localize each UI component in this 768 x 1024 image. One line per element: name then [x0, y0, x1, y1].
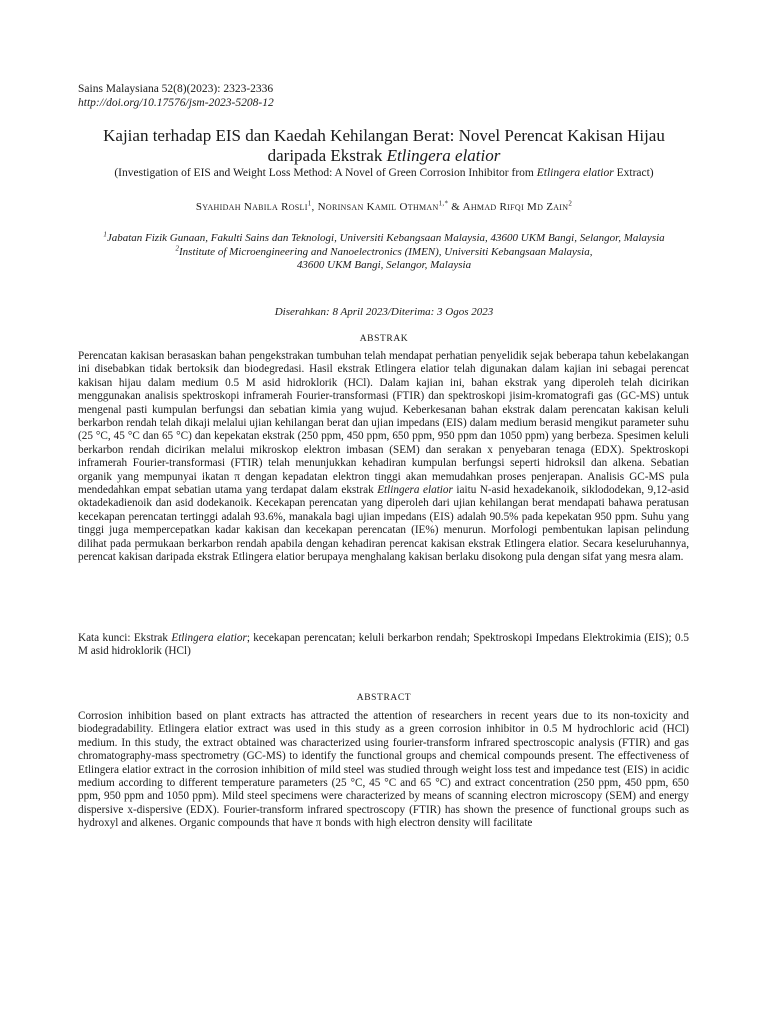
author-2: Norinsan Kamil Othman — [317, 201, 439, 213]
abstrak-heading: ABSTRAK — [359, 334, 409, 344]
author-separator: , — [311, 201, 318, 213]
affiliation-2 — [70, 243, 698, 260]
keywords-paragraph — [78, 632, 689, 659]
title-line-2-prefix: daripada Ekstrak — [267, 146, 387, 165]
abstrak-text-part-2: iaitu N-asid hexadekanoik, siklododekan, 9,12-asid oktadekadienoik dan asid dodekanoik. Kecekapan perencatan yang diperoleh dari ujian kehilangan berat mendapati bahawa peratusan kecekapan perencatan tertinggi adalah 93.6%, manakala bagi ujian impedans (EIS) adalah 90.5% pada kepekatan 950 ppm. Suhu yang tinggi juga mempercepatkan kadar kakisan dan kecekapan perencatan (IE%) menurun. Morfologi pembentukan lapisan pelindung dilihat pada permukaan berkarbon rendah apabila dengan kehadiran perencat kakisan ekstrak Etlingera elatior. Secara keseluruhannya, perencat kakisan daripada ekstrak Etlingera elatior berupaya menghalang kakisan berlaku disokong pula dengan sifat yang mesra alam. — [78, 484, 689, 564]
title-species-name: Etlingera elatior — [386, 146, 501, 165]
author-3-affil: 2 — [568, 199, 573, 208]
keywords-species-name: Etlingera elatior — [171, 632, 247, 644]
author-list — [70, 200, 698, 214]
abstract-heading: ABSTRACT — [356, 693, 412, 703]
title-line-1: Kajian terhadap EIS dan Kaedah Kehilangan Berat: Novel Perencat Kakisan Hijau — [103, 126, 665, 145]
keywords-prefix: Kata kunci: Ekstrak — [78, 632, 172, 644]
affiliation-2-line-2: 43600 UKM Bangi, Selangor, Malaysia — [296, 259, 472, 271]
author-1-affil: 1 — [307, 199, 312, 208]
abstrak-paragraph — [78, 350, 689, 565]
paper-title — [70, 126, 698, 166]
author-3: Ahmad Rifqi Md Zain — [462, 201, 569, 213]
abstrak-body — [78, 350, 689, 565]
subtitle-prefix: (Investigation of EIS and Weight Loss Method: A Novel of Green Corrosion Inhibitor from — [114, 167, 537, 179]
subtitle-suffix: Extract) — [613, 167, 654, 179]
abstract-body — [78, 710, 689, 831]
author-2-affil: 1,* — [438, 199, 449, 208]
abstrak-species-name: Etlingera elatior — [377, 484, 453, 497]
author-1: Syahidah Nabila Rosli — [195, 201, 308, 213]
subtitle-species-name: Etlingera elatior — [536, 167, 614, 179]
affiliations — [70, 232, 698, 273]
affiliation-2-number: 2 — [175, 243, 180, 252]
title-line-2 — [70, 146, 698, 166]
affiliation-1 — [70, 232, 698, 246]
affiliation-2-line-1: Institute of Microengineering and Nanoelectronics (IMEN), Universiti Kebangsaan Malaysia, — [179, 245, 593, 258]
abstrak-text-part-1: Perencatan kakisan berasaskan bahan pengekstrakan tumbuhan telah mendapat perhatian penyelidik sejak beberapa tahun kebelakangan ini disebabkan tidak bertoksik dan biodegredasi. Hasil ekstrak Etlingera elatior telah digunakan dalam kajian ini sebagai perencat kakisan hijau dalam medium 0.5 M asid hidroklorik (HCl). Dalam kajian ini, bahan ekstrak yang diperoleh telah dicirikan menggunakan analisis spektroskopi inframerah Fourier-transformasi (FTIR) dan spektroskopi jisim-kromatografi gas (GC-MS) untuk mengenal pasti kumpulan berfungsi dan sebatian kimia yang wujud. Keberkesanan bahan ekstrak dalam perencatan kakisan keluli berkarbon rendah telah dikaji melalui ujian kehilangan berat dan ujian impedans (EIS) dalam medium berasid mengikut parameter suhu (25 °C, 45 °C dan 65 °C) dan kepekatan ekstrak (250 ppm, 450 ppm, 650 ppm, 950 ppm dan 1050 ppm) yang berbeza. Spesimen keluli berkarbon rendah dicirikan melalui mikroskop elektron imbasan (SEM) dan serakan x penyebaran tenaga (EDX). Spektroskopi inframerah Fourier-transformasi (FTIR) telah menunjukkan kehadiran kumpulan berfungsi seperti hidroksil dan alkena. Sebatian organik yang mempunyai ikatan π dengan kepadatan elektron tinggi akan memudahkan proses penjerapan. Analisis GC-MS pula mendedahkan empat sebatian utama yang terdapat dalam ekstrak — [78, 350, 689, 497]
paper-subtitle — [70, 166, 698, 180]
keywords-list: ; kecekapan perencatan; keluli berkarbon rendah; Spektroskopi Impedans Elektrokimia (EIS); 0.5 M asid hidroklorik (HCl) — [78, 632, 689, 658]
abstract-paragraph: Corrosion inhibition based on plant extracts has attracted the attention of researchers in recent years due to its non-toxicity and biodegradability. Etlingera elatior extract was used in this study as a green corrosion inhibitor in 0.5 M hydrochloric acid (HCl) medium. In this study, the extract obtained was characterized using fourier-transform infrared spectroscopic analysis (FTIR) and gas chromatography-mass spectrometry (GC-MS) to identify the functional groups and chemical compounds present. The effectiveness of Etlingera elatior extract in the corrosion inhibition of mild steel was studied through weight loss test and impedance test (EIS) in acidic medium according to different temperature parameters (25 °C, 45 °C and 65 °C) and extract concentration (250 ppm, 450 ppm, 650 ppm, 950 ppm and 1050 ppm). Mild steel specimens were characterized by means of scanning electron microscopy (SEM) and energy dispersive x-dispersive (EDX). Fourier-transform infrared spectroscopy (FTIR) has shown the presence of functional groups such as hydroxyl and alkenes. Organic compounds that have π bonds with high electron density will facilitate — [78, 710, 689, 830]
journal-citation: Sains Malaysiana 52(8)(2023): 2323-2336 — [78, 83, 274, 95]
submission-dates: Diserahkan: 8 April 2023/Diterima: 3 Ogos 2023 — [274, 306, 494, 318]
affiliation-1-number: 1 — [103, 230, 107, 239]
doi-link[interactable]: http://doi.org/10.17576/jsm-2023-5208-12 — [78, 97, 274, 109]
keywords — [78, 632, 689, 659]
affiliation-1-text: Jabatan Fizik Gunaan, Fakulti Sains dan Teknologi, Universiti Kebangsaan Malaysia, 43600 UKM Bangi, Selangor, Malaysia — [106, 232, 665, 244]
author-separator: & — [448, 201, 463, 213]
journal-header — [78, 82, 274, 110]
